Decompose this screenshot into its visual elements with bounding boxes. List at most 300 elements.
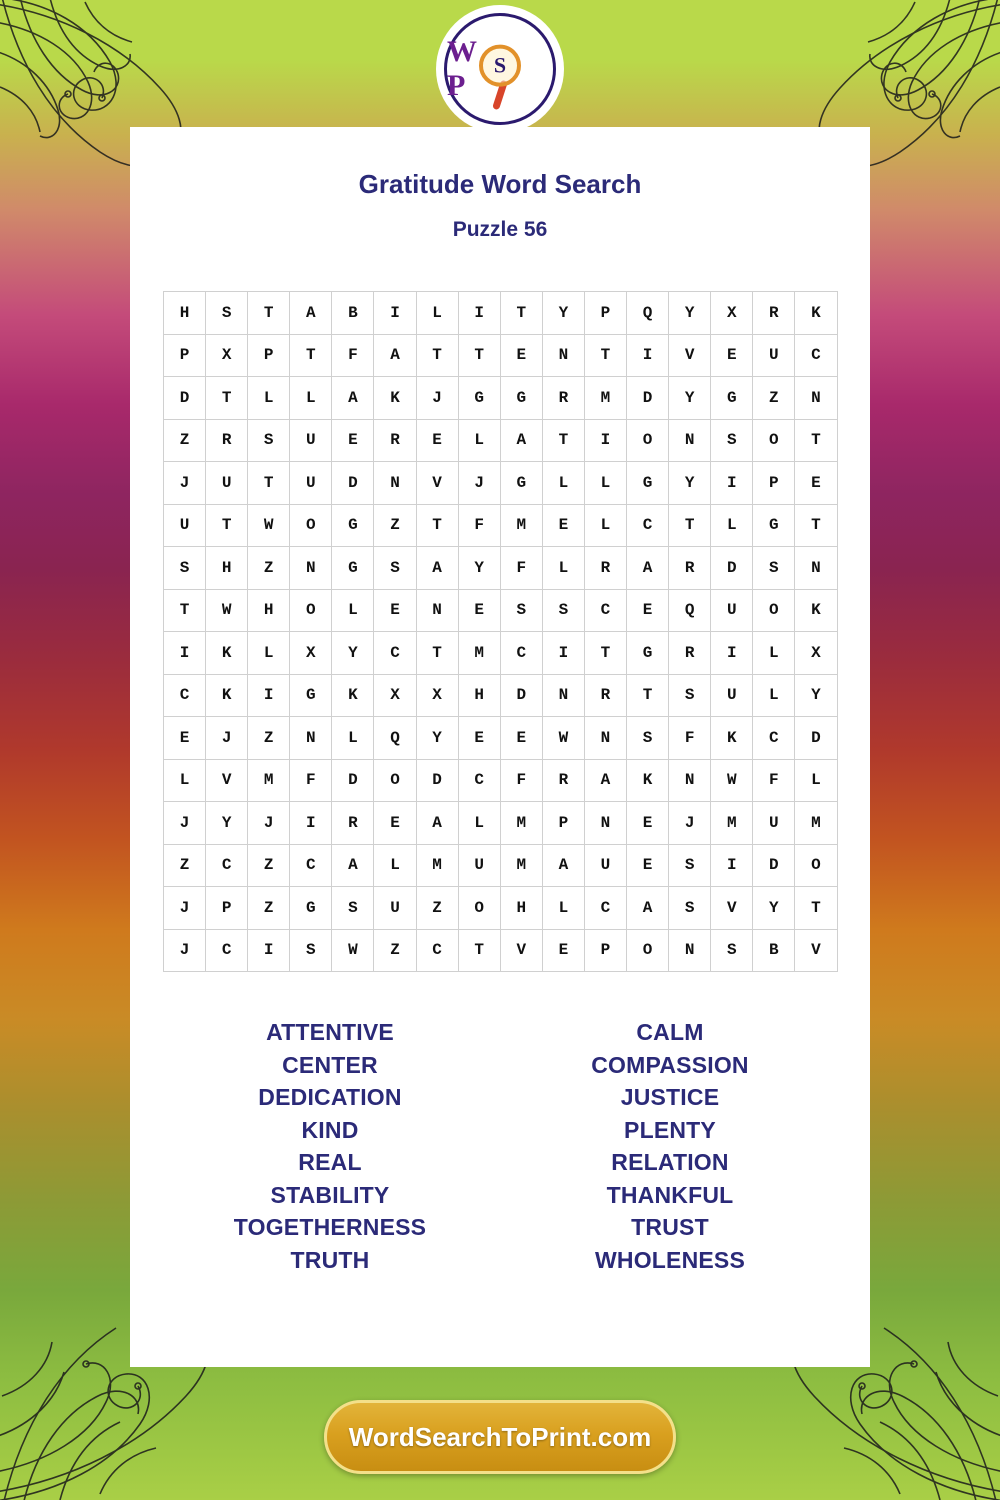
- grid-cell[interactable]: S: [711, 419, 753, 462]
- grid-cell[interactable]: W: [248, 504, 290, 547]
- grid-cell[interactable]: R: [669, 547, 711, 590]
- grid-cell[interactable]: I: [711, 844, 753, 887]
- grid-cell[interactable]: T: [416, 632, 458, 675]
- grid-cell[interactable]: C: [206, 844, 248, 887]
- word-list-column-right: [520, 1016, 820, 1276]
- grid-cell[interactable]: A: [584, 759, 626, 802]
- grid-cell[interactable]: Z: [753, 377, 795, 420]
- grid-cell[interactable]: U: [290, 419, 332, 462]
- grid-cell[interactable]: U: [711, 589, 753, 632]
- grid-cell[interactable]: L: [290, 377, 332, 420]
- grid-row: [164, 292, 838, 335]
- grid-cell[interactable]: T: [164, 589, 206, 632]
- grid-cell[interactable]: M: [584, 377, 626, 420]
- grid-cell[interactable]: V: [669, 334, 711, 377]
- grid-cell[interactable]: N: [584, 802, 626, 845]
- grid-cell[interactable]: V: [711, 887, 753, 930]
- grid-cell[interactable]: Z: [248, 887, 290, 930]
- grid-cell[interactable]: Z: [416, 887, 458, 930]
- grid-cell[interactable]: K: [795, 292, 837, 335]
- grid-cell[interactable]: V: [206, 759, 248, 802]
- grid-row: [164, 887, 838, 930]
- grid-cell[interactable]: U: [206, 462, 248, 505]
- grid-cell[interactable]: N: [416, 589, 458, 632]
- grid-cell[interactable]: I: [248, 929, 290, 972]
- grid-cell[interactable]: G: [332, 504, 374, 547]
- grid-cell[interactable]: L: [374, 844, 416, 887]
- grid-cell[interactable]: F: [458, 504, 500, 547]
- word-list-item[interactable]: JUSTICE: [620, 1084, 720, 1110]
- grid-cell[interactable]: I: [290, 802, 332, 845]
- word-list-item[interactable]: REAL: [298, 1149, 362, 1175]
- grid-cell[interactable]: U: [290, 462, 332, 505]
- grid-cell[interactable]: T: [458, 929, 500, 972]
- grid-cell[interactable]: Z: [248, 844, 290, 887]
- grid-cell[interactable]: P: [584, 292, 626, 335]
- grid-cell[interactable]: E: [627, 802, 669, 845]
- grid-cell[interactable]: S: [753, 547, 795, 590]
- grid-cell[interactable]: T: [542, 419, 584, 462]
- grid-cell[interactable]: E: [458, 589, 500, 632]
- grid-cell[interactable]: L: [753, 674, 795, 717]
- grid-cell[interactable]: V: [795, 929, 837, 972]
- grid-cell[interactable]: J: [458, 462, 500, 505]
- grid-cell[interactable]: A: [542, 844, 584, 887]
- grid-cell[interactable]: J: [164, 929, 206, 972]
- grid-cell[interactable]: U: [753, 334, 795, 377]
- grid-cell[interactable]: C: [584, 589, 626, 632]
- grid-cell[interactable]: I: [248, 674, 290, 717]
- grid-cell[interactable]: T: [416, 504, 458, 547]
- grid-cell[interactable]: V: [416, 462, 458, 505]
- grid-cell[interactable]: G: [290, 674, 332, 717]
- word-list-item[interactable]: TRUST: [631, 1214, 709, 1240]
- grid-cell[interactable]: T: [795, 887, 837, 930]
- website-button[interactable]: [324, 1400, 676, 1474]
- grid-cell[interactable]: O: [374, 759, 416, 802]
- grid-cell[interactable]: T: [206, 377, 248, 420]
- grid-cell[interactable]: G: [500, 377, 542, 420]
- grid-cell[interactable]: W: [711, 759, 753, 802]
- word-list-item[interactable]: PLENTY: [624, 1116, 716, 1143]
- grid-cell[interactable]: C: [795, 334, 837, 377]
- word-list-item[interactable]: CENTER: [282, 1051, 378, 1078]
- grid-cell[interactable]: N: [795, 547, 837, 590]
- grid-cell[interactable]: B: [753, 929, 795, 972]
- grid-cell[interactable]: H: [458, 674, 500, 717]
- grid-cell[interactable]: M: [458, 632, 500, 675]
- grid-cell[interactable]: X: [416, 674, 458, 717]
- grid-cell[interactable]: D: [164, 377, 206, 420]
- grid-cell[interactable]: T: [248, 292, 290, 335]
- grid-cell[interactable]: M: [248, 759, 290, 802]
- grid-cell[interactable]: L: [542, 462, 584, 505]
- grid-cell[interactable]: P: [206, 887, 248, 930]
- grid-cell[interactable]: S: [374, 547, 416, 590]
- word-search-grid-container: [163, 291, 837, 972]
- grid-cell[interactable]: Y: [542, 292, 584, 335]
- grid-cell[interactable]: C: [290, 844, 332, 887]
- grid-cell[interactable]: T: [206, 504, 248, 547]
- grid-cell[interactable]: K: [206, 674, 248, 717]
- grid-cell[interactable]: T: [458, 334, 500, 377]
- grid-row: [164, 844, 838, 887]
- grid-cell[interactable]: F: [500, 759, 542, 802]
- grid-cell[interactable]: T: [500, 292, 542, 335]
- grid-cell[interactable]: O: [795, 844, 837, 887]
- grid-cell[interactable]: U: [584, 844, 626, 887]
- grid-row: [164, 462, 838, 505]
- word-list-item[interactable]: STABILITY: [270, 1181, 390, 1208]
- grid-cell[interactable]: E: [542, 504, 584, 547]
- grid-cell[interactable]: K: [795, 589, 837, 632]
- grid-cell[interactable]: J: [164, 462, 206, 505]
- grid-row: [164, 632, 838, 675]
- grid-cell[interactable]: K: [206, 632, 248, 675]
- grid-cell[interactable]: R: [669, 632, 711, 675]
- grid-cell[interactable]: U: [458, 844, 500, 887]
- grid-cell[interactable]: U: [374, 887, 416, 930]
- grid-cell[interactable]: L: [542, 547, 584, 590]
- grid-cell[interactable]: O: [627, 419, 669, 462]
- grid-cell[interactable]: S: [669, 887, 711, 930]
- grid-cell[interactable]: A: [627, 547, 669, 590]
- grid-cell[interactable]: J: [416, 377, 458, 420]
- grid-cell[interactable]: S: [206, 292, 248, 335]
- grid-cell[interactable]: G: [627, 632, 669, 675]
- grid-cell[interactable]: N: [669, 419, 711, 462]
- logo-letter-s: S: [493, 52, 507, 78]
- grid-cell[interactable]: T: [795, 504, 837, 547]
- grid-cell[interactable]: S: [627, 717, 669, 760]
- grid-cell[interactable]: A: [416, 547, 458, 590]
- grid-row: [164, 547, 838, 590]
- grid-cell[interactable]: E: [416, 419, 458, 462]
- page-title: Gratitude Word Search: [358, 169, 642, 199]
- grid-cell[interactable]: D: [753, 844, 795, 887]
- puzzle-sheet: [130, 127, 870, 1367]
- word-list-item[interactable]: TOGETHERNESS: [233, 1214, 427, 1240]
- grid-cell[interactable]: P: [584, 929, 626, 972]
- grid-cell[interactable]: A: [500, 419, 542, 462]
- grid-cell[interactable]: N: [584, 717, 626, 760]
- grid-cell[interactable]: Y: [669, 462, 711, 505]
- grid-cell[interactable]: I: [711, 632, 753, 675]
- grid-cell[interactable]: J: [206, 717, 248, 760]
- grid-cell[interactable]: L: [584, 462, 626, 505]
- grid-cell[interactable]: Z: [248, 717, 290, 760]
- grid-cell[interactable]: L: [795, 759, 837, 802]
- grid-row: [164, 802, 838, 845]
- grid-cell[interactable]: K: [711, 717, 753, 760]
- grid-cell[interactable]: E: [500, 334, 542, 377]
- grid-cell[interactable]: W: [206, 589, 248, 632]
- grid-cell[interactable]: I: [711, 462, 753, 505]
- website-button-label: WordSearchToPrint.com: [348, 1421, 652, 1452]
- grid-row: [164, 589, 838, 632]
- grid-row: [164, 759, 838, 802]
- grid-cell[interactable]: N: [290, 717, 332, 760]
- grid-cell[interactable]: M: [500, 504, 542, 547]
- grid-cell[interactable]: N: [542, 674, 584, 717]
- grid-cell[interactable]: Q: [627, 292, 669, 335]
- grid-cell[interactable]: N: [290, 547, 332, 590]
- word-list-item[interactable]: ATTENTIVE: [266, 1019, 394, 1045]
- grid-cell[interactable]: M: [711, 802, 753, 845]
- logo-letter-p: P: [447, 69, 468, 102]
- grid-cell[interactable]: C: [374, 632, 416, 675]
- grid-cell[interactable]: X: [711, 292, 753, 335]
- grid-cell[interactable]: C: [164, 674, 206, 717]
- grid-cell[interactable]: A: [374, 334, 416, 377]
- grid-cell[interactable]: Y: [416, 717, 458, 760]
- grid-cell[interactable]: Z: [248, 547, 290, 590]
- grid-cell[interactable]: Y: [206, 802, 248, 845]
- grid-cell[interactable]: K: [627, 759, 669, 802]
- grid-cell[interactable]: X: [206, 334, 248, 377]
- grid-cell[interactable]: E: [711, 334, 753, 377]
- grid-cell[interactable]: S: [542, 589, 584, 632]
- grid-cell[interactable]: R: [332, 802, 374, 845]
- grid-cell[interactable]: S: [164, 547, 206, 590]
- grid-cell[interactable]: S: [332, 887, 374, 930]
- word-list-item[interactable]: COMPASSION: [591, 1051, 749, 1078]
- grid-cell[interactable]: L: [458, 419, 500, 462]
- grid-cell[interactable]: Z: [164, 419, 206, 462]
- grid-cell[interactable]: P: [542, 802, 584, 845]
- grid-cell[interactable]: R: [206, 419, 248, 462]
- grid-cell[interactable]: T: [290, 334, 332, 377]
- grid-cell[interactable]: R: [542, 759, 584, 802]
- grid-cell[interactable]: D: [795, 717, 837, 760]
- grid-cell[interactable]: K: [374, 377, 416, 420]
- grid-cell[interactable]: Y: [795, 674, 837, 717]
- grid-cell[interactable]: G: [753, 504, 795, 547]
- grid-cell[interactable]: T: [669, 504, 711, 547]
- grid-cell[interactable]: F: [753, 759, 795, 802]
- grid-cell[interactable]: N: [669, 929, 711, 972]
- grid-cell[interactable]: E: [542, 929, 584, 972]
- grid-cell[interactable]: N: [374, 462, 416, 505]
- grid-cell[interactable]: G: [290, 887, 332, 930]
- grid-cell[interactable]: J: [248, 802, 290, 845]
- grid-cell[interactable]: T: [584, 632, 626, 675]
- grid-cell[interactable]: S: [500, 589, 542, 632]
- word-search-grid[interactable]: [163, 291, 838, 972]
- grid-cell[interactable]: T: [584, 334, 626, 377]
- word-list-item[interactable]: RELATION: [611, 1149, 729, 1175]
- grid-cell[interactable]: O: [753, 419, 795, 462]
- word-list-item[interactable]: TRUTH: [290, 1246, 370, 1273]
- grid-cell[interactable]: Y: [753, 887, 795, 930]
- grid-cell[interactable]: I: [627, 334, 669, 377]
- grid-cell[interactable]: L: [458, 802, 500, 845]
- word-list-item[interactable]: CALM: [636, 1019, 704, 1045]
- grid-cell[interactable]: C: [584, 887, 626, 930]
- grid-cell[interactable]: H: [248, 589, 290, 632]
- grid-cell[interactable]: L: [711, 504, 753, 547]
- grid-cell[interactable]: S: [669, 844, 711, 887]
- grid-cell[interactable]: L: [332, 717, 374, 760]
- grid-cell[interactable]: A: [332, 377, 374, 420]
- grid-cell[interactable]: R: [584, 674, 626, 717]
- grid-cell[interactable]: B: [332, 292, 374, 335]
- grid-cell[interactable]: H: [206, 547, 248, 590]
- grid-cell[interactable]: I: [374, 292, 416, 335]
- grid-cell[interactable]: N: [542, 334, 584, 377]
- grid-cell[interactable]: T: [795, 419, 837, 462]
- grid-cell[interactable]: Z: [164, 844, 206, 887]
- logo-circle: [444, 13, 556, 125]
- grid-cell[interactable]: M: [500, 802, 542, 845]
- grid-cell[interactable]: Q: [669, 589, 711, 632]
- grid-cell[interactable]: J: [164, 887, 206, 930]
- grid-cell[interactable]: J: [669, 802, 711, 845]
- grid-cell[interactable]: R: [753, 292, 795, 335]
- grid-cell[interactable]: G: [711, 377, 753, 420]
- grid-cell[interactable]: C: [458, 759, 500, 802]
- grid-cell[interactable]: E: [374, 802, 416, 845]
- grid-cell[interactable]: E: [164, 717, 206, 760]
- grid-cell[interactable]: D: [711, 547, 753, 590]
- word-list: [180, 1016, 820, 1276]
- grid-cell[interactable]: U: [164, 504, 206, 547]
- grid-cell[interactable]: L: [416, 292, 458, 335]
- grid-cell[interactable]: O: [627, 929, 669, 972]
- grid-cell[interactable]: T: [627, 674, 669, 717]
- grid-cell[interactable]: Q: [374, 717, 416, 760]
- grid-cell[interactable]: F: [669, 717, 711, 760]
- grid-cell[interactable]: F: [332, 334, 374, 377]
- word-list-item[interactable]: DEDICATION: [258, 1084, 402, 1110]
- grid-cell[interactable]: R: [542, 377, 584, 420]
- grid-cell[interactable]: G: [332, 547, 374, 590]
- grid-cell[interactable]: R: [584, 547, 626, 590]
- grid-cell[interactable]: G: [458, 377, 500, 420]
- grid-cell[interactable]: C: [753, 717, 795, 760]
- grid-cell[interactable]: W: [542, 717, 584, 760]
- grid-cell[interactable]: I: [542, 632, 584, 675]
- grid-cell[interactable]: A: [416, 802, 458, 845]
- grid-cell[interactable]: O: [753, 589, 795, 632]
- grid-row: [164, 504, 838, 547]
- grid-cell[interactable]: S: [290, 929, 332, 972]
- grid-cell[interactable]: L: [164, 759, 206, 802]
- grid-cell[interactable]: L: [584, 504, 626, 547]
- grid-cell[interactable]: N: [669, 759, 711, 802]
- grid-cell[interactable]: P: [164, 334, 206, 377]
- grid-cell[interactable]: L: [248, 632, 290, 675]
- grid-cell[interactable]: E: [332, 419, 374, 462]
- grid-cell[interactable]: C: [206, 929, 248, 972]
- grid-cell[interactable]: V: [500, 929, 542, 972]
- grid-cell[interactable]: A: [332, 844, 374, 887]
- grid-cell[interactable]: Y: [332, 632, 374, 675]
- grid-cell[interactable]: Y: [669, 292, 711, 335]
- grid-cell[interactable]: A: [290, 292, 332, 335]
- grid-cell[interactable]: J: [164, 802, 206, 845]
- grid-row: [164, 717, 838, 760]
- grid-cell[interactable]: L: [753, 632, 795, 675]
- grid-cell[interactable]: P: [248, 334, 290, 377]
- grid-cell[interactable]: H: [164, 292, 206, 335]
- grid-row: [164, 674, 838, 717]
- grid-cell[interactable]: S: [711, 929, 753, 972]
- grid-cell[interactable]: X: [290, 632, 332, 675]
- grid-cell[interactable]: M: [416, 844, 458, 887]
- grid-cell[interactable]: O: [290, 504, 332, 547]
- grid-cell[interactable]: X: [374, 674, 416, 717]
- grid-cell[interactable]: M: [795, 802, 837, 845]
- grid-cell[interactable]: E: [627, 589, 669, 632]
- grid-cell[interactable]: C: [627, 504, 669, 547]
- grid-cell[interactable]: O: [458, 887, 500, 930]
- grid-cell[interactable]: T: [248, 462, 290, 505]
- grid-cell[interactable]: Y: [458, 547, 500, 590]
- grid-cell[interactable]: E: [374, 589, 416, 632]
- grid-cell[interactable]: O: [290, 589, 332, 632]
- grid-cell[interactable]: Z: [374, 504, 416, 547]
- grid-cell[interactable]: L: [332, 589, 374, 632]
- grid-cell[interactable]: L: [542, 887, 584, 930]
- grid-cell[interactable]: I: [458, 292, 500, 335]
- grid-cell[interactable]: R: [374, 419, 416, 462]
- word-list-item[interactable]: WHOLENESS: [594, 1246, 746, 1273]
- grid-cell[interactable]: D: [332, 462, 374, 505]
- grid-cell[interactable]: S: [248, 419, 290, 462]
- grid-row: [164, 929, 838, 972]
- grid-cell[interactable]: F: [500, 547, 542, 590]
- grid-cell[interactable]: C: [416, 929, 458, 972]
- grid-cell[interactable]: C: [500, 632, 542, 675]
- grid-cell[interactable]: I: [584, 419, 626, 462]
- grid-cell[interactable]: D: [332, 759, 374, 802]
- grid-cell[interactable]: Y: [669, 377, 711, 420]
- grid-cell[interactable]: M: [500, 844, 542, 887]
- logo-letter-w: W: [447, 35, 479, 68]
- grid-cell[interactable]: U: [711, 674, 753, 717]
- grid-cell[interactable]: E: [500, 717, 542, 760]
- grid-cell[interactable]: E: [795, 462, 837, 505]
- grid-row: [164, 377, 838, 420]
- grid-cell[interactable]: K: [332, 674, 374, 717]
- grid-cell[interactable]: X: [795, 632, 837, 675]
- grid-cell[interactable]: G: [627, 462, 669, 505]
- grid-cell[interactable]: E: [458, 717, 500, 760]
- grid-cell[interactable]: G: [500, 462, 542, 505]
- grid-cell[interactable]: E: [627, 844, 669, 887]
- word-list-item[interactable]: KIND: [301, 1116, 359, 1143]
- grid-cell[interactable]: D: [627, 377, 669, 420]
- grid-cell[interactable]: D: [500, 674, 542, 717]
- puzzle-subtitle: Puzzle 56: [452, 218, 548, 241]
- grid-cell[interactable]: W: [332, 929, 374, 972]
- grid-cell[interactable]: S: [669, 674, 711, 717]
- grid-cell[interactable]: Z: [374, 929, 416, 972]
- grid-cell[interactable]: N: [795, 377, 837, 420]
- grid-cell[interactable]: D: [416, 759, 458, 802]
- grid-cell[interactable]: L: [248, 377, 290, 420]
- word-list-item[interactable]: THANKFUL: [606, 1181, 734, 1208]
- grid-cell[interactable]: I: [164, 632, 206, 675]
- site-logo: [439, 8, 561, 130]
- grid-cell[interactable]: T: [416, 334, 458, 377]
- grid-cell[interactable]: F: [290, 759, 332, 802]
- grid-cell[interactable]: U: [753, 802, 795, 845]
- grid-cell[interactable]: A: [627, 887, 669, 930]
- grid-cell[interactable]: P: [753, 462, 795, 505]
- grid-cell[interactable]: H: [500, 887, 542, 930]
